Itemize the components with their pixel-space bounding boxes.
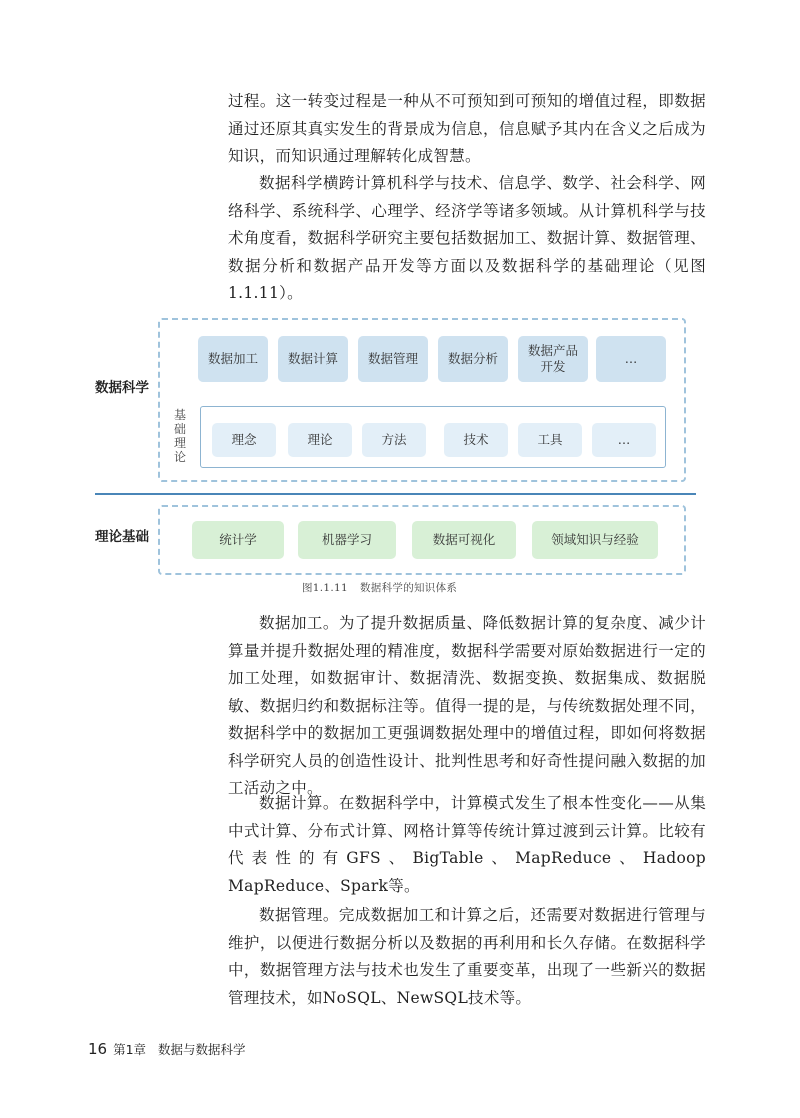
box-data-product: 数据产品 开发 [518,336,588,382]
label-data-science: 数据科学 [95,380,149,396]
figure-caption [302,580,457,595]
box-statistics: 统计学 [192,521,284,559]
box-mid-ellipsis: … [592,423,656,457]
paragraph-computing-body: 在数据科学中，计算模式发生了根本性变化——从集中式计算、分布式计算、网格计算等传统计算过渡到云计算。比较有代表性的有GFS、BigTable、MapReduce、Hadoop MapReduce、Spark等。 [228,794,706,895]
box-domain-knowledge: 领域知识与经验 [532,521,658,559]
box-tool: 工具 [518,423,582,457]
chapter-number: 第1章 [113,1042,147,1057]
paragraph-processing [228,610,706,803]
basic-theory-vertical-label: 基 础 理 论 [173,408,186,464]
term-data-processing: 数据加工。 [259,614,339,632]
box-concept: 理念 [212,423,276,457]
paragraph-processing-body: 为了提升数据质量、降低数据计算的复杂度、减少计算量并提升数据处理的精准度，数据科学需要对原始数据进行一定的加工处理，如数据审计、数据清洗、数据变换、数据集成、数据脱敏、数据归约和数据标注等。值得一提的是，与传统数据处理不同，数据科学中的数据加工更强调数据处理中的增值过程，即如何将数据科学研究人员的创造性设计、批判性思考和好奇性提问融入数据的加工活动之中。 [228,614,706,797]
term-data-management: 数据管理。 [259,906,339,924]
box-data-management: 数据管理 [358,336,428,382]
figure-title: 数据科学的知识体系 [360,582,458,594]
paragraph-0: 过程。这一转变过程是一种从不可预知到可预知的增值过程，即数据通过还原其真实发生的背景成为信息，信息赋予其内在含义之后成为知识，而知识通过理解转化成智慧。 [228,92,706,165]
chapter-title: 数据与数据科学 [158,1042,246,1057]
box-data-processing: 数据加工 [198,336,268,382]
page-number: 16 [88,1040,108,1058]
paragraph-management [228,902,706,1012]
paragraph-1: 数据科学横跨计算机科学与技术、信息学、数学、社会科学、网络科学、系统科学、心理学、经济学等诸多领域。从计算机科学与技术角度看，数据科学研究主要包括数据加工、数据计算、数据管理、数据分析和数据产品开发等方面以及数据科学的基础理论（见图1.1.11）。 [228,174,706,302]
box-method: 方法 [362,423,426,457]
box-data-analysis: 数据分析 [438,336,508,382]
box-data-computing: 数据计算 [278,336,348,382]
page-footer [88,1040,246,1058]
box-visualization: 数据可视化 [412,521,516,559]
figure-number: 图1.1.11 [302,582,348,594]
box-machine-learning: 机器学习 [298,521,396,559]
divider-line [95,493,696,495]
paragraph-computing [228,790,706,900]
box-technique: 技术 [444,423,508,457]
paragraph-management-body: 完成数据加工和计算之后，还需要对数据进行管理与维护，以便进行数据分析以及数据的再利用和长久存储。在数据科学中，数据管理方法与技术也发生了重要变革，出现了一些新兴的数据管理技术，如NoSQL、NewSQL技术等。 [228,906,706,1007]
box-theory: 理论 [288,423,352,457]
label-theory-foundation: 理论基础 [95,529,149,545]
box-top-ellipsis: … [596,336,666,382]
term-data-computing: 数据计算。 [259,794,339,812]
